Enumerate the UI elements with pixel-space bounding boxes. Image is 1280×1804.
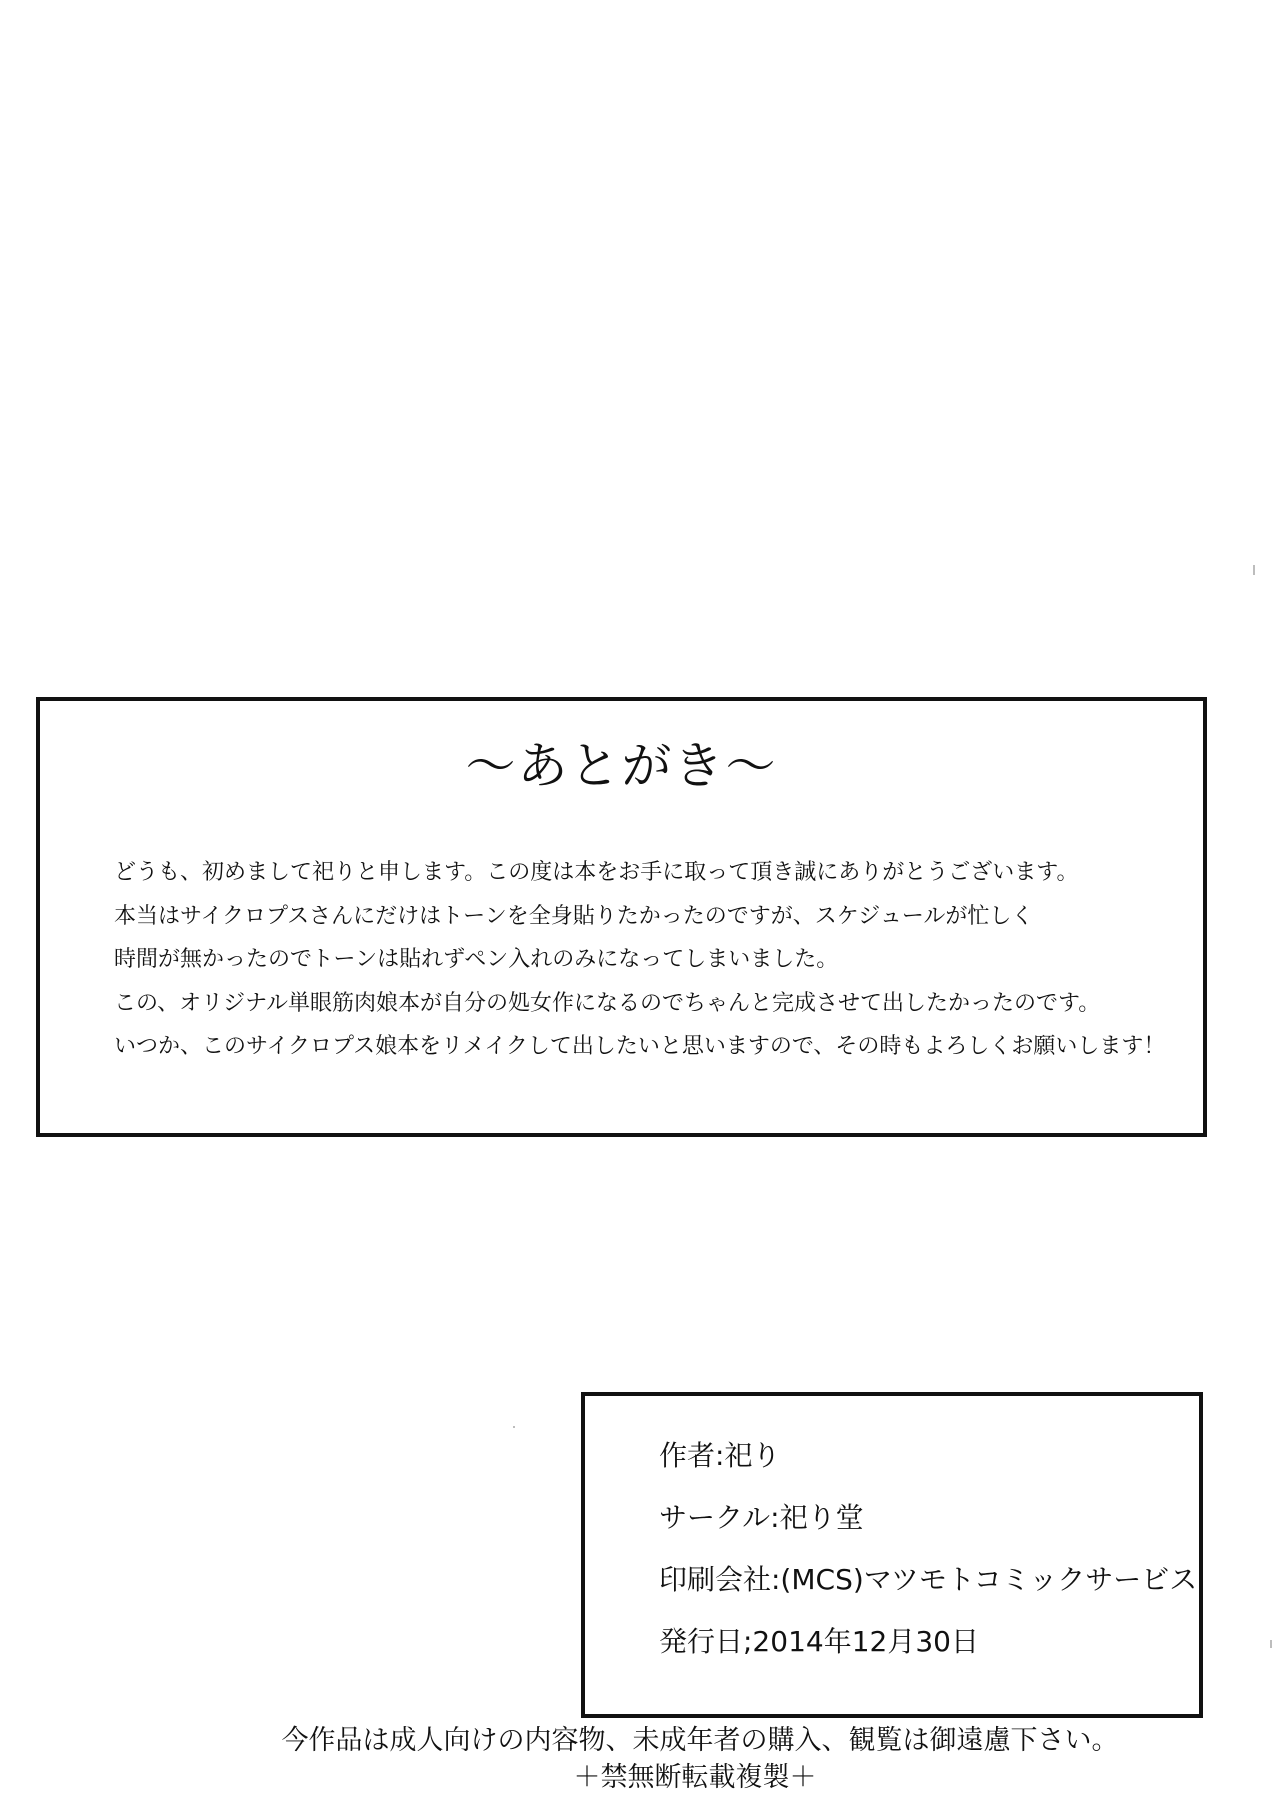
colophon-printer: 印刷会社:(MCS)マツモトコミックサービス [659,1563,1198,1596]
adult-content-warning: 今作品は成人向けの内容物、未成年者の購入、観覧は御遠慮下さい。 [281,1725,1119,1756]
notice [0,1722,1280,1796]
copyright-notice: ＋禁無断転載複製＋ [573,1762,817,1793]
afterword-box [36,697,1207,1137]
scan-speck [513,1426,515,1428]
colophon-publish-date: 発行日;2014年12月30日 [659,1625,979,1658]
colophon-box [581,1392,1203,1718]
afterword-line: この、オリジナル単眼筋肉娘本が自分の処女作になるのでちゃんと完成させて出したかったのです。 [114,990,1101,1016]
afterword-body [114,851,1166,1069]
afterword-line: どうも、初めまして祀りと申します。この度は本をお手に取って頂き誠にありがとうございます。 [114,860,1079,885]
afterword-title: 〜あとがき〜 [465,737,778,795]
afterword-line: 時間が無かったのでトーンは貼れずペン入れのみになってしまいました。 [114,947,839,972]
scan-speck [1253,565,1255,575]
colophon-author: 作者:祀り [659,1439,781,1472]
colophon-circle: サークル:祀り堂 [659,1501,864,1534]
scan-speck [1270,1640,1272,1648]
afterword-line: いつか、このサイクロプス娘本をリメイクして出したいと思いますので、その時もよろしくお願いします！ [114,1034,1166,1059]
colophon-list [659,1434,1197,1682]
afterword-line: 本当はサイクロプスさんにだけはトーンを全身貼りたかったのですが、スケジュールが忙しく [114,903,1034,929]
